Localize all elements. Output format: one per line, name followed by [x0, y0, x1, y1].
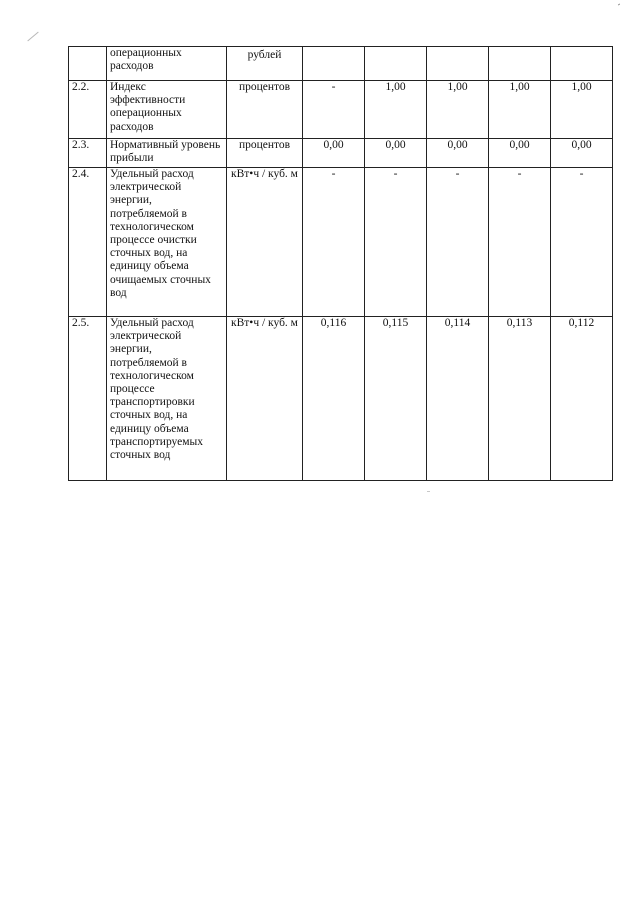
value-cell: -	[427, 168, 489, 317]
indicator-name: Удельный расход электрической энергии, потребляемой в технологическом процессе транспортировки сточных вод, на единицу объема транспортируемых сточных вод	[107, 317, 227, 481]
value-cell: -	[303, 168, 365, 317]
value-cell: 0,112	[551, 317, 613, 481]
value-cell: 0,116	[303, 317, 365, 481]
indicator-name: Индекс эффективности операционных расходов	[107, 81, 227, 139]
value-cell	[365, 47, 427, 81]
value-cell: 1,00	[489, 81, 551, 139]
value-cell: 0,113	[489, 317, 551, 481]
value-cell: 0,114	[427, 317, 489, 481]
table-row	[69, 139, 613, 168]
value-cell: 0,00	[489, 139, 551, 168]
row-number: 2.4.	[69, 168, 107, 317]
value-cell: 1,00	[427, 81, 489, 139]
value-cell	[551, 47, 613, 81]
row-number	[69, 47, 107, 81]
indicator-name: Удельный расход электрической энергии, потребляемой в технологическом процессе очистки сточных вод, на единицу объема очищаемых сточных вод	[107, 168, 227, 317]
value-cell: -	[365, 168, 427, 317]
table-row	[69, 317, 613, 481]
value-cell: 0,115	[365, 317, 427, 481]
row-number: 2.2.	[69, 81, 107, 139]
table-row	[69, 47, 613, 81]
indicators-table	[68, 46, 613, 481]
unit-cell: кВт•ч / куб. м	[227, 168, 303, 317]
unit-cell: рублей	[227, 47, 303, 81]
indicator-name: операционных расходов	[107, 47, 227, 81]
row-number: 2.5.	[69, 317, 107, 481]
value-cell	[303, 47, 365, 81]
value-cell: 0,00	[365, 139, 427, 168]
scan-artifact	[618, 3, 620, 5]
table-row	[69, 81, 613, 139]
value-cell: -	[551, 168, 613, 317]
scan-artifact	[427, 491, 430, 492]
row-number: 2.3.	[69, 139, 107, 168]
value-cell: -	[489, 168, 551, 317]
value-cell: 0,00	[551, 139, 613, 168]
value-cell	[489, 47, 551, 81]
value-cell: 1,00	[551, 81, 613, 139]
indicator-name: Нормативный уровень прибыли	[107, 139, 227, 168]
value-cell: -	[303, 81, 365, 139]
unit-cell: процентов	[227, 139, 303, 168]
unit-cell: кВт•ч / куб. м	[227, 317, 303, 481]
unit-cell: процентов	[227, 81, 303, 139]
value-cell: 0,00	[427, 139, 489, 168]
value-cell	[427, 47, 489, 81]
value-cell: 0,00	[303, 139, 365, 168]
value-cell: 1,00	[365, 81, 427, 139]
scan-artifact	[27, 32, 38, 42]
table-row	[69, 168, 613, 317]
